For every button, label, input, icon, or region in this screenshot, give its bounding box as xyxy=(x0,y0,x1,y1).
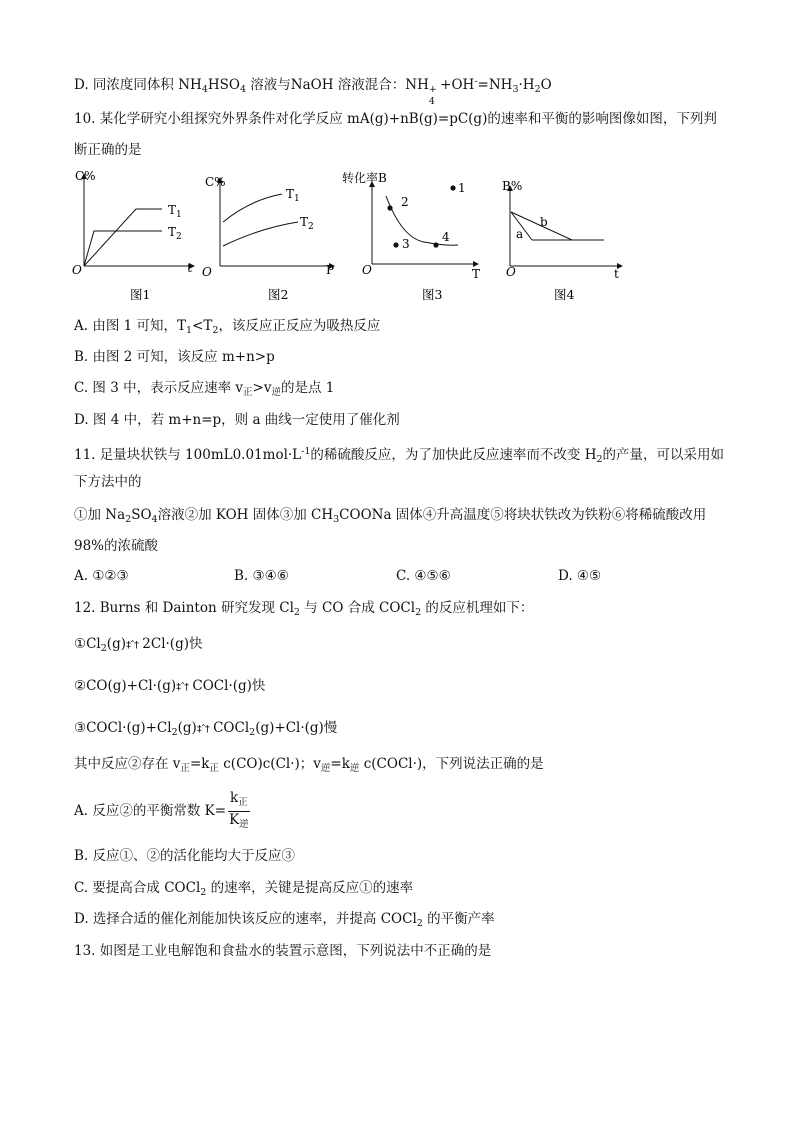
fig3-point-2 xyxy=(387,205,392,210)
q10-option-b: B. 由图 2 可知，该反应 m+n>p xyxy=(74,349,275,365)
fig2-curve-t1 xyxy=(223,194,282,222)
q11-option-a: A. ①②③ xyxy=(74,568,129,584)
svg-text:4: 4 xyxy=(442,230,450,244)
fig1-origin: O xyxy=(72,263,82,277)
fig4-origin: O xyxy=(506,265,516,279)
q12-reaction-3: $③COCl\cdot(g)+Cl_2(g)\ddagger ˆ\dagger$ COCl$_2$(g)+Cl·(g)慢 xyxy=(74,720,338,738)
svg-text:T1: $T_1$ xyxy=(168,203,182,220)
q13-stem: 13. 如图是工业电解饱和食盐水的装置示意图，下列说法中不正确的是 xyxy=(74,943,492,959)
fig1-ylabel: C% xyxy=(75,169,96,183)
q10-stem-line2: 断正确的是 xyxy=(74,142,142,158)
q9-option-d: D. 同浓度同体积 $NH_4HSO_4$ 溶液与NaOH 溶液混合：NH + 4 $+OH^-=NH_3\cdot H_2O$ xyxy=(74,76,552,107)
q10-stem-line1: 10. 某化学研究小组探究外界条件对化学反应 mA(g)+nB(g)=pC(g)的速率和平衡的影响图像如图，下列判 xyxy=(74,111,717,127)
q12-reaction-1: $①Cl_2(g)\ddagger ˆ\dagger$ 2Cl·(g)快 xyxy=(74,636,203,654)
fig3-origin: O xyxy=(362,263,372,277)
svg-text:T1: $T_1$ xyxy=(286,187,300,204)
q11-stem-line2: 下方法中的 xyxy=(74,474,142,490)
fig3-ylabel: 转化率B xyxy=(342,171,387,185)
q11-methods-line: ①加 $Na_2SO_4$溶液②加 KOH 固体③加 $CH_3COONa$ 固体④升高温度⑤将块状铁改为铁粉⑥将稀硫酸改用 xyxy=(74,507,707,525)
fig1-chart xyxy=(72,169,192,302)
fig3-caption: 图3 xyxy=(422,287,443,302)
q11-stem-line1: 11. 足量块状铁与 $100mL0.01mol\cdot L^{-1}$的稀硫酸反应，为了加快此反应速率而不改变 $H_2$的产量，可以采用如 xyxy=(74,446,725,465)
q10-figures xyxy=(60,166,700,308)
svg-text:T2: $T_2$ xyxy=(168,225,182,242)
fig3-point-4 xyxy=(433,242,438,247)
svg-text:1: 1 xyxy=(458,181,466,195)
q10-option-d: D. 图 4 中，若 m+n=p，则 a 曲线一定使用了催化剂 xyxy=(74,412,400,428)
fig2-curve-t2 xyxy=(223,222,298,246)
q11-methods-line2: 98%的浓硫酸 xyxy=(74,538,159,554)
q12-option-d: D. 选择合适的催化剂能加快该反应的速率，并提高 COCl$_2$ 的平衡产率 xyxy=(74,911,495,929)
fig2-caption: 图2 xyxy=(268,287,289,302)
fig2-ylabel: C% xyxy=(205,175,226,189)
fig2-chart xyxy=(202,175,334,302)
svg-text:3: 3 xyxy=(402,237,410,251)
svg-text:T2: $T_2$ xyxy=(300,215,314,232)
q12-stem: 12. Burns 和 Dainton 研究发现 $Cl_2$ 与 CO 合成 COCl$_2$ 的反应机理如下： xyxy=(74,600,534,618)
fig1-curve-t1 xyxy=(84,209,162,266)
fig3-point-1 xyxy=(450,185,455,190)
q12-option-c: C. 要提高合成 COCl$_2$ 的速率，关键是提高反应①的速率 xyxy=(74,880,414,898)
fig1-caption: 图1 xyxy=(130,287,151,302)
q11-option-c: C. ④⑤⑥ xyxy=(396,568,451,584)
fig3-point-3 xyxy=(393,242,398,247)
fig4-ylabel: B% xyxy=(502,179,523,193)
svg-text:2: 2 xyxy=(401,195,409,209)
equilibrium-constant-fraction: $\frac{k_正}{K_逆}$ xyxy=(229,790,249,830)
fig4-caption: 图4 xyxy=(554,287,575,302)
q12-option-b: B. 反应①、②的活化能均大于反应③ xyxy=(74,848,296,864)
fig4-curve-b xyxy=(511,212,604,240)
fig4-xlabel: t xyxy=(614,267,619,281)
q11-option-b: B. ③④⑥ xyxy=(234,568,289,584)
fig1-curve-t2 xyxy=(84,231,162,266)
fig2-origin: O xyxy=(202,265,212,279)
fig3-xlabel: T xyxy=(472,267,481,281)
fig1-xlabel: t xyxy=(187,261,192,275)
fig2-xlabel: P xyxy=(326,263,335,277)
q11-option-d: D. ④⑤ xyxy=(558,568,602,584)
q10-option-a: A. 由图 1 可知，$T_1<T_2$，该反应正反应为吸热反应 xyxy=(74,318,381,336)
fig3-chart xyxy=(342,170,480,302)
q12-reaction-2: ②CO(g)+Cl·(g)‡ˆ† COCl·(g)快 xyxy=(74,678,266,694)
q10-option-c: C. 图 3 中，表示反应速率 $v_正>v_逆$的是点 1 xyxy=(74,380,335,398)
q12-option-a: A. 反应②的平衡常数 K= $\frac{k_正}{K_逆}$ xyxy=(74,790,250,833)
fig4-chart xyxy=(502,179,620,302)
svg-text:b: b xyxy=(540,215,548,229)
q12-rate-expressions: 其中反应②存在 $v_正=k_正$ c(CO)c(Cl·)；$v_逆=k_逆$ c(COCl·)，下列说法正确的是 xyxy=(74,756,544,774)
svg-text:a: a xyxy=(516,227,524,241)
